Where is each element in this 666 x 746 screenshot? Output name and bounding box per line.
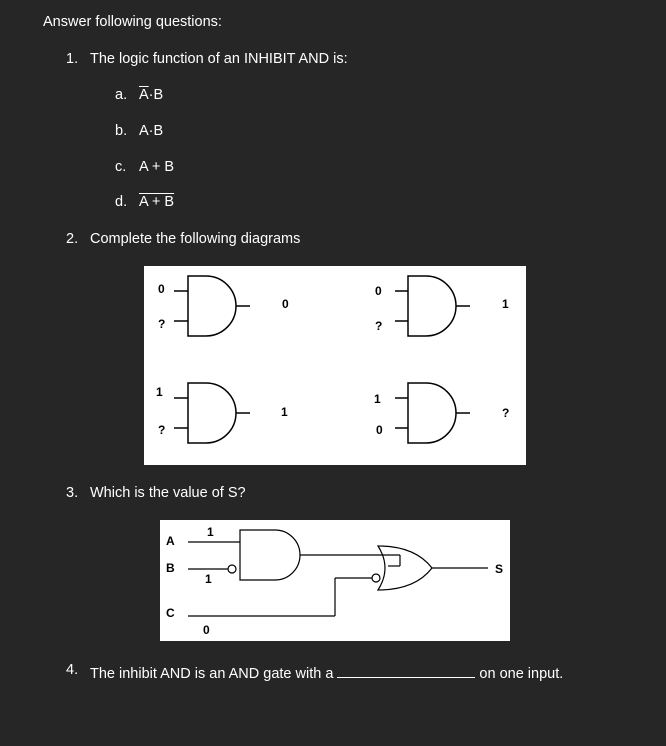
question-4-text-after: on one input. (479, 666, 564, 682)
circuit-value-c: 0 (203, 623, 210, 637)
question-4-number: 4. (66, 662, 79, 678)
gate-3-input-1: 1 (156, 385, 163, 399)
circuit-output-label: S (495, 562, 504, 576)
option-a-letter: a. (115, 87, 128, 103)
option-b-expression: A·B (139, 123, 164, 139)
option-a-rest: ·B (148, 87, 164, 103)
question-2-number: 2. (66, 231, 79, 247)
question-3-text: Which is the value of S? (90, 485, 246, 501)
gate-1-input-1: 0 (158, 282, 165, 296)
question-1-number: 1. (66, 51, 79, 67)
inhibit-and-gate (188, 530, 400, 580)
gate-4-input-2: 0 (376, 423, 383, 437)
and-gate-4 (395, 383, 470, 443)
option-d-overlined: A + B (139, 194, 175, 210)
question-3-number: 3. (66, 485, 79, 501)
or-gate (188, 546, 488, 616)
option-c-expression: A + B (139, 159, 175, 175)
question-2-text: Complete the following diagrams (90, 231, 301, 247)
gate-4-output: ? (502, 406, 510, 420)
gate-diagrams-panel (144, 266, 526, 465)
question-1-text: The logic function of an INHIBIT AND is: (90, 51, 348, 67)
circuit-panel (160, 520, 510, 641)
page-heading: Answer following questions: (43, 14, 222, 30)
and-gate-3 (174, 383, 250, 443)
circuit-label-c: C (166, 606, 175, 620)
gate-1-output: 0 (282, 297, 289, 311)
circuit-value-a: 1 (207, 525, 214, 539)
question-4-line (90, 662, 563, 682)
option-d-expression (139, 194, 174, 210)
gate-2-input-1: 0 (375, 284, 382, 298)
gate-2-input-2: ? (375, 319, 383, 333)
and-gate-2 (395, 276, 470, 336)
option-a-overlined: $\overline{A}$ (139, 87, 149, 103)
circuit-value-b: 1 (205, 572, 212, 586)
circuit-label-b: B (166, 561, 175, 575)
gate-1-input-2: ? (158, 317, 166, 331)
circuit-label-a: A (166, 534, 175, 548)
answer-blank[interactable] (337, 662, 475, 678)
option-a-expression (139, 87, 163, 103)
gate-3-input-2: ? (158, 423, 166, 437)
and-gate-1 (174, 276, 250, 336)
gate-4-input-1: 1 (374, 392, 381, 406)
question-4-text-before: The inhibit AND is an AND gate with a (90, 666, 334, 682)
gate-3-output: 1 (281, 405, 288, 419)
circuit-svg (160, 520, 510, 641)
option-b-letter: b. (115, 123, 128, 139)
option-c-letter: c. (115, 159, 127, 175)
gate-2-output: 1 (502, 297, 509, 311)
gate-diagrams-svg (144, 266, 526, 465)
option-d-letter: d. (115, 194, 128, 210)
